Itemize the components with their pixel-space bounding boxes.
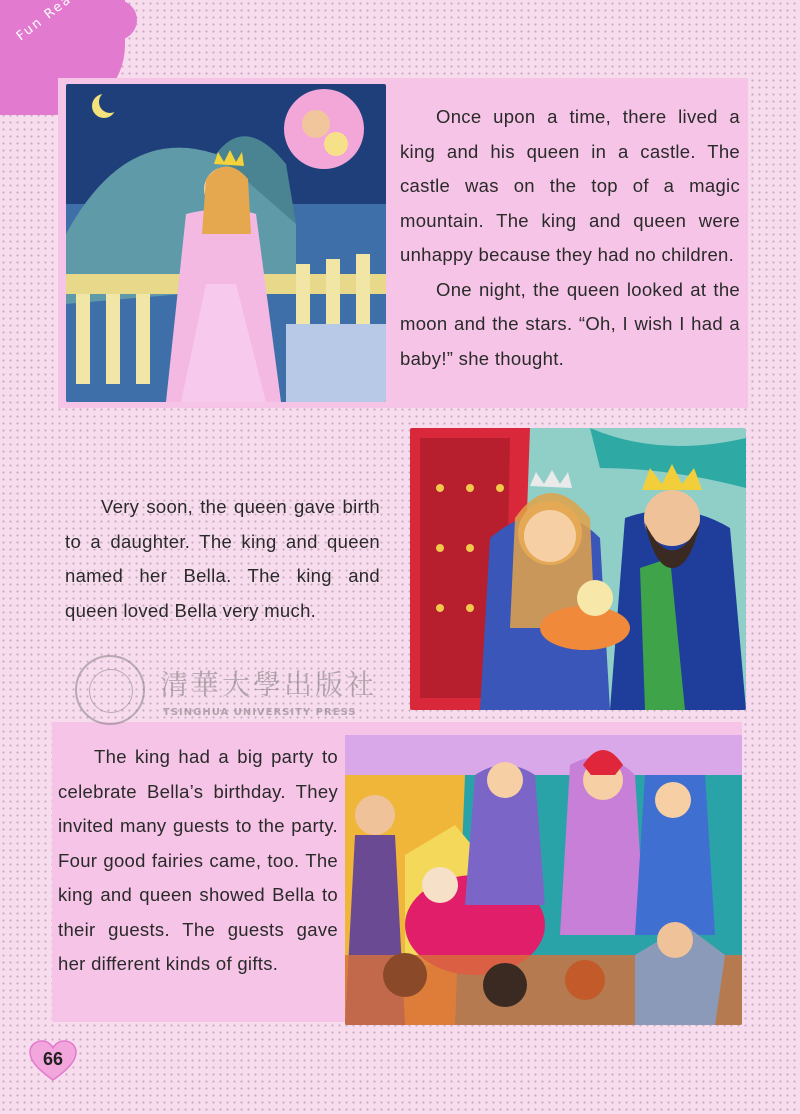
story-text-3 [58,740,338,982]
queen-balcony-illustration [66,84,386,402]
royal-family-illustration [410,428,746,710]
publisher-name-chinese: 清華大學出版社 [160,668,378,701]
story-text-2 [65,490,380,628]
paragraph: The king had a big party to celebrate Bella’s birthday. They invited many guests to the party. Four good fairies came, too. The king and queen showed Bella to their guests. The guests gave her different kinds of gifts. [58,746,338,974]
birthday-party-illustration [345,735,742,1025]
paragraph: Very soon, the queen gave birth to a daughter. The king and queen named her Bella. The king and queen loved Bella very much. [65,496,380,621]
paragraph: Once upon a time, there lived a king and his queen in a castle. The castle was on the top of a magic mountain. The king and queen were unhappy because they had no children. [400,106,740,265]
story-text-1 [400,100,740,376]
page-number: 66 [42,1049,64,1069]
paragraph: One night, the queen looked at the moon and the stars. “Oh, I wish I had a baby!” she thought. [400,278,740,369]
publisher-name-english: TSINGHUA UNIVERSITY PRESS [163,707,357,718]
publisher-watermark [75,655,378,725]
publisher-seal-icon [75,655,145,725]
page-number-badge [28,1040,78,1082]
